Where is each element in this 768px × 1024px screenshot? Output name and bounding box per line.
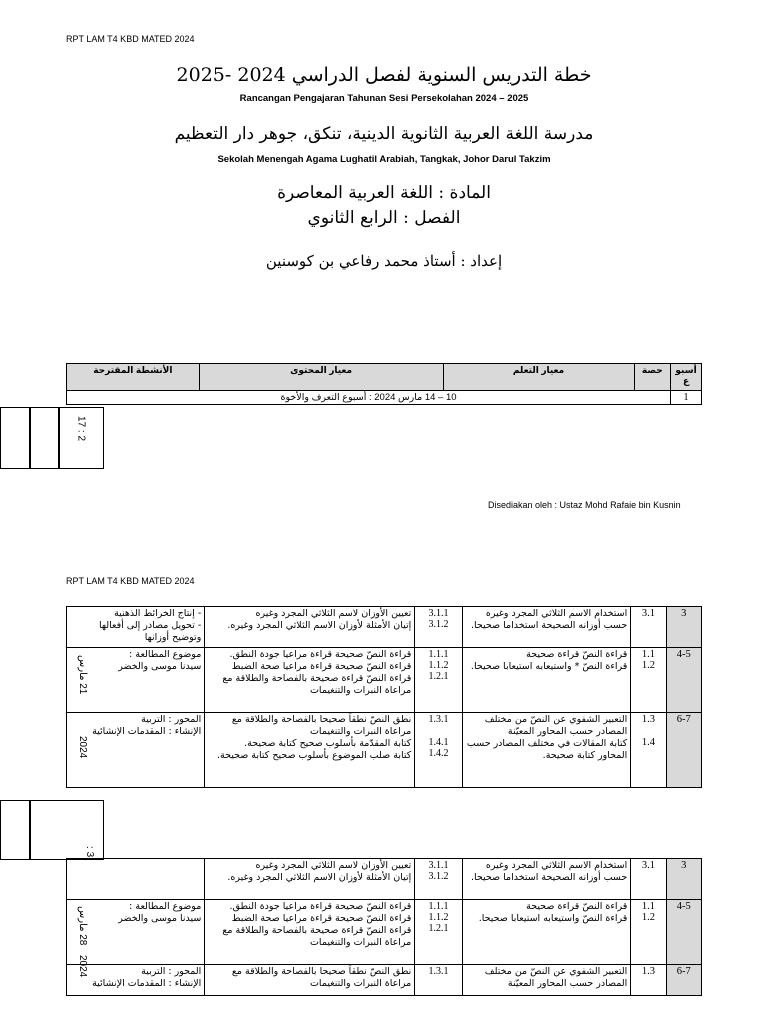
learning-code-cell: 1.3 — [631, 965, 666, 996]
content-standard-cell — [205, 859, 415, 900]
content-code: 1.3.1 — [428, 714, 449, 725]
learning-code-cell — [631, 713, 666, 788]
content-line: قراءة النصّ صحيحة قراءة مراعيا صحة الضبط — [231, 661, 412, 672]
content-code: 1.1.1 — [428, 901, 449, 912]
week-number-cell: 3 — [666, 859, 701, 900]
table-row — [67, 713, 702, 788]
content-standard-cell — [205, 900, 415, 965]
learning-line: قراءة النصّ * واستيعابه استيعابا صحيحا. — [470, 661, 628, 672]
content-standard-cell — [205, 607, 415, 648]
learning-standard-cell — [462, 713, 631, 788]
table-row — [67, 900, 702, 965]
content-code: 3.1.1 — [428, 608, 449, 619]
activity-line: موضوع المطالعة : — [129, 901, 202, 912]
content-code-cell — [415, 859, 462, 900]
content-code-cell — [415, 900, 462, 965]
content-code-cell: 1.3.1 — [415, 965, 462, 996]
header-learning-standard: معيار التعلم — [443, 364, 634, 391]
learning-code-cell — [631, 648, 666, 713]
activity-line: سيدنا موسى والخضر — [118, 661, 202, 672]
learning-code: 1.2 — [641, 660, 655, 671]
header-session: حصة — [634, 364, 671, 391]
content-line: إتيان الأمثلة لأوزان الاسم الثلاثي المجرد وغيره. — [227, 872, 412, 883]
learning-code: 1.3 — [641, 714, 655, 725]
learning-standard-cell — [462, 900, 631, 965]
school-arabic: مدرسة اللغة العربية الثانوية الدينية، تنكق، جوهر دار التعظيم — [174, 124, 594, 144]
content-code-cell — [415, 607, 462, 648]
side-box-left — [0, 407, 31, 469]
content-line: كتابة المقدّمة بأسلوب صحيح كتابة صحيحة. — [244, 738, 412, 749]
activity-line: - تحويل مصادر إلى أفعالها وتوضيح أوزانها — [98, 620, 202, 643]
prepared-by-footer: Disediakan oleh : Ustaz Mohd Rafaie bin Kusnin — [488, 500, 681, 510]
content-line: قراءة النصّ قراءة صحيحة بالفصاحة والطلاقة مع مراعاة النبرات والتنغيمات — [222, 673, 412, 696]
prepared-by-arabic: إعداد : أستاذ محمد رفاعي بن كوسنين — [265, 252, 503, 270]
learning-standard-cell: استخدام الاسم الثلاثي المجرد وغيره حسب أوزانه الصحيحة استخداما صحيحا. — [462, 607, 631, 648]
side-date-text: 2 : 17 — [75, 416, 87, 442]
learning-code-cell: 3.1 — [631, 607, 666, 648]
activity-line: موضوع المطالعة : — [129, 649, 202, 660]
side-date-a: 21 مارس — [77, 655, 88, 695]
content-code: 1.2.1 — [428, 923, 449, 934]
header-activities: الأنشطة المقترحة — [67, 364, 200, 391]
plan-table — [66, 606, 702, 788]
table-row — [67, 648, 702, 713]
table-row — [67, 607, 702, 648]
week-number-cell: 6-7 — [666, 713, 701, 788]
side-date-d: 2024 — [77, 955, 88, 978]
learning-line: كتابة المقالات في مختلف المصادر حسب المحاور كتابة صحيحة. — [466, 738, 628, 761]
header-table — [66, 363, 702, 405]
content-code: 3.1.1 — [428, 860, 449, 871]
title-arabic: خطة التدريس السنوية لفصل الدراسي 2024 -2025 — [176, 64, 592, 86]
learning-line: التعبير الشفوي عن النصّ من مختلف المصادر حسب المحاور المعيّنة — [484, 714, 628, 737]
table-row — [67, 859, 702, 900]
header-week: أسبو ع — [671, 364, 702, 391]
content-standard-cell: نطق النصّ نطقاً صحيحا بالفصاحة والطلاقة مع مراعاة النبرات والتنغيمات — [205, 965, 415, 996]
learning-line: قراءة النصّ قراءة صحيحة — [526, 649, 628, 660]
side-box-left-2 — [0, 800, 31, 860]
learning-line: قراءة النصّ قراءة صحيحة — [526, 901, 628, 912]
content-line: قراءة النصّ صحيحة قراءة مراعيا جودة النطق. — [229, 649, 412, 660]
content-code: 3.1.2 — [428, 619, 449, 630]
header-content-standard: معيار المحتوى — [199, 364, 443, 391]
content-line: نطق النصّ نطقاً صحيحا بالفصاحة والطلاقة مع مراعاة النبرات والتنغيمات — [231, 714, 412, 737]
title-malay: Rancangan Pengajaran Tahunan Sesi Persekolahan 2024 – 2025 — [239, 93, 529, 104]
learning-code: 1.1 — [641, 649, 655, 660]
learning-code-cell — [631, 900, 666, 965]
content-code: 1.4.2 — [428, 748, 449, 759]
content-code: 1.1.1 — [428, 649, 449, 660]
content-line: كتابة صلب الموضوع بأسلوب صحيح كتابة صحيحة. — [216, 750, 412, 761]
learning-standard-cell — [462, 648, 631, 713]
page-header-label: RPT LAM T4 KBD MATED 2024 — [66, 34, 195, 44]
plan-table-2 — [66, 858, 702, 996]
content-code-cell — [415, 648, 462, 713]
learning-code: 1.1 — [641, 901, 655, 912]
content-line: قراءة النصّ صحيحة قراءة مراعيا جودة النطق. — [229, 901, 412, 912]
content-code: 3.1.2 — [428, 871, 449, 882]
side-date-c: 28 مارس — [77, 906, 88, 946]
week-number-cell: 6-7 — [666, 965, 701, 996]
content-standard-cell — [205, 713, 415, 788]
content-line: تعيين الأوزان لاسم الثلاثي المجرد وغيره — [255, 608, 412, 619]
content-standard-cell — [205, 648, 415, 713]
week-number-cell: 3 — [666, 607, 701, 648]
activity-line: سيدنا موسى والخضر — [118, 913, 202, 924]
week-one-number: 1 — [671, 391, 702, 405]
activities-cell — [67, 607, 205, 648]
learning-standard-cell: استخدام الاسم الثلاثي المجرد وغيره حسب أوزانه الصحيحة استخداما صحيحا. — [462, 859, 631, 900]
school-malay: Sekolah Menengah Agama Lughatil Arabiah, Tangkak, Johor Darul Takzim — [217, 154, 551, 165]
activities-cell — [67, 859, 205, 900]
week-number-cell: 4-5 — [666, 900, 701, 965]
content-line: قراءة النصّ صحيحة قراءة مراعيا صحة الضبط — [231, 913, 412, 924]
side-box-date — [58, 407, 104, 469]
content-line: تعيين الأوزان لاسم الثلاثي المجرد وغيره — [255, 860, 412, 871]
content-line: إتيان الأمثلة لأوزان الاسم الثلاثي المجرد وغيره. — [227, 620, 412, 631]
activity-line: المحور : التربية — [141, 966, 202, 977]
content-code: 1.2.1 — [428, 671, 449, 682]
activity-line: الإنشاء : المقدمات الإنشائية — [92, 726, 202, 737]
content-code: 1.4.1 — [428, 737, 449, 748]
learning-code-cell: 3.1 — [631, 859, 666, 900]
subject-arabic: المادة : اللغة العربية المعاصرة — [277, 183, 491, 203]
activity-line: - إنتاج الخرائط الذهنية — [114, 608, 202, 619]
activity-line: الإنشاء : المقدمات الإنشائية — [92, 978, 202, 989]
learning-code: 1.4 — [641, 737, 655, 748]
side-date-text-2: 3 : — [84, 846, 95, 858]
side-box-mid — [29, 407, 60, 469]
week-one-title: 10 – 14 مارس 2024 : أسبوع التعرف والأخوة — [67, 391, 671, 405]
activity-line: المحور : التربية — [141, 714, 202, 725]
learning-line: قراءة النصّ واستيعابه استيعابا صحيحا. — [478, 913, 628, 924]
week-number-cell: 4-5 — [666, 648, 701, 713]
side-date-b: 2024 — [77, 736, 88, 759]
class-arabic: الفصل : الرابع الثانوي — [307, 208, 461, 228]
page-header-label-2: RPT LAM T4 KBD MATED 2024 — [66, 576, 195, 586]
table-row — [67, 965, 702, 996]
content-code-cell — [415, 713, 462, 788]
content-code: 1.1.2 — [428, 660, 449, 671]
learning-standard-cell: التعبير الشفوي عن النصّ من مختلف المصادر حسب المحاور المعيّنة — [462, 965, 631, 996]
content-line: قراءة النصّ قراءة صحيحة بالفصاحة والطلاقة مع مراعاة النبرات والتنغيمات — [222, 925, 412, 948]
content-code: 1.1.2 — [428, 912, 449, 923]
learning-code: 1.2 — [641, 912, 655, 923]
